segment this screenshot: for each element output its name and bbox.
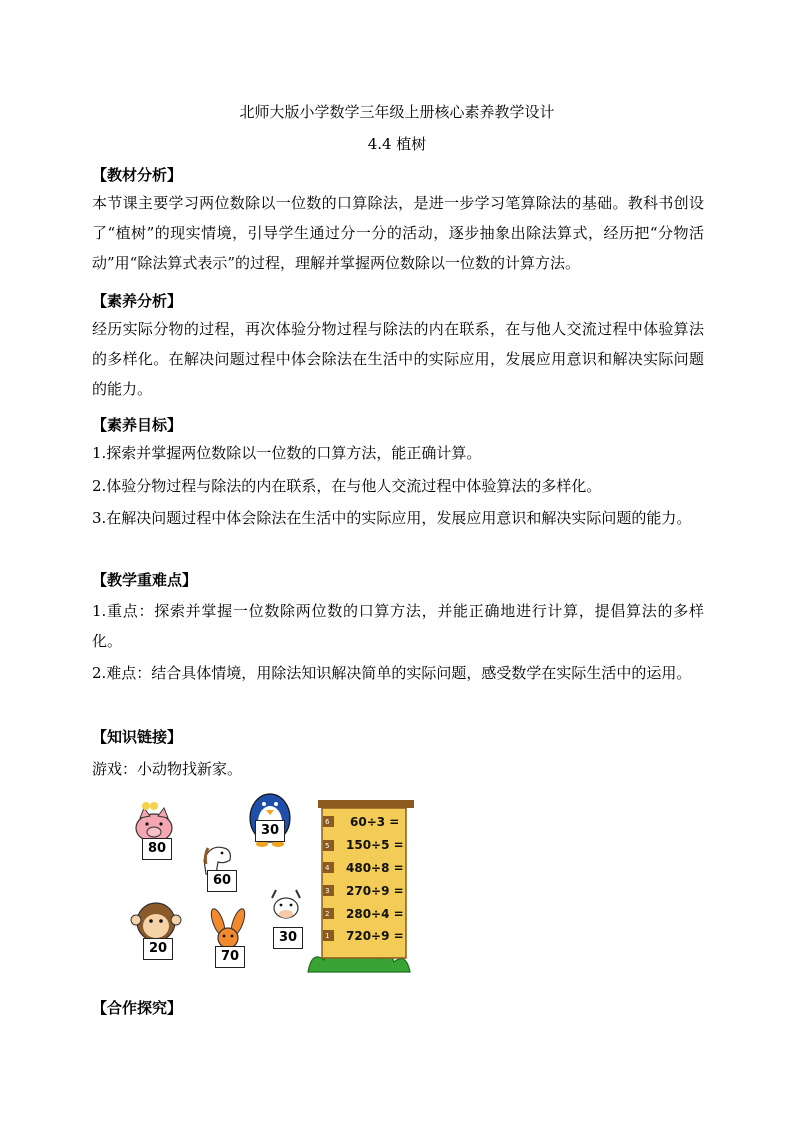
- pig-number-card: 80: [142, 838, 172, 860]
- paragraph-textbook-analysis: 本节课主要学习两位数除以一位数的口算除法，是进一步学习笔算除法的基础。教科书创设了“植树”的现实情境，引导学生通过分一分的活动，逐步抽象出除法算式，经历把“分物活动”用“除法算式表示”的过程，理解并掌握两位数除以一位数的计算方法。: [92, 194, 704, 272]
- cow-number-card: 30: [273, 927, 303, 949]
- horse-number-card: 60: [207, 870, 237, 892]
- penguin-number-card: 30: [255, 820, 285, 842]
- keypoint-item-1: 1.重点：探索并掌握一位数除两位数的口算方法，并能正确地进行计算，提倡算法的多样化。: [92, 602, 704, 650]
- document-title: 北师大版小学数学三年级上册核心素养教学设计: [239, 103, 555, 121]
- floor-equation-4: 480÷8 =: [346, 861, 404, 875]
- paragraph-literacy-analysis: 经历实际分物的过程，再次体验分物过程与除法的内在联系，在与他人交流过程中体验算法的多样化。在解决问题过程中体会除法在生活中的实际应用，发展应用意识和解决实际问题的能力。: [92, 320, 704, 398]
- heading-literacy-analysis: 【素养分析】: [92, 292, 183, 310]
- floor-number-6: 6: [325, 818, 330, 826]
- heading-knowledge-link: 【知识链接】: [92, 728, 183, 746]
- floor-number-1: 1: [325, 932, 330, 940]
- floor-equation-2: 280÷4 =: [346, 907, 404, 921]
- monkey-animal: [131, 903, 181, 941]
- floor-equation-6: 60÷3 =: [350, 815, 400, 829]
- heading-literacy-goals: 【素养目标】: [92, 416, 183, 434]
- floor-number-4: 4: [325, 864, 330, 872]
- monkey-number-card: 20: [143, 938, 173, 960]
- goal-item-3: 3.在解决问题过程中体会除法在生活中的实际应用，发展应用意识和解决实际问题的能力。: [92, 509, 692, 527]
- heading-key-points: 【教学重难点】: [92, 571, 198, 589]
- pig-animal: [136, 802, 172, 842]
- floor-equation-1: 720÷9 =: [346, 929, 404, 943]
- goal-item-2: 2.体验分物过程与除法的内在联系，在与他人交流过程中体验算法的多样化。: [92, 477, 602, 495]
- rabbit-animal: [209, 907, 248, 948]
- floor-equation-3: 270÷9 =: [346, 884, 404, 898]
- building-roof: [318, 800, 414, 808]
- heading-textbook-analysis: 【教材分析】: [92, 166, 183, 184]
- floor-number-2: 2: [325, 910, 330, 918]
- animal-home-illustration: [120, 790, 450, 985]
- floor-equation-5: 150÷5 =: [346, 838, 404, 852]
- floor-number-5: 5: [325, 842, 330, 850]
- rabbit-number-card: 70: [215, 946, 245, 968]
- paragraph-knowledge-link: 游戏：小动物找新家。: [92, 760, 243, 778]
- cow-animal: [272, 890, 300, 918]
- heading-cooperative-exploration: 【合作探究】: [92, 999, 183, 1017]
- lesson-title: 4.4 植树: [367, 135, 427, 153]
- floor-number-3: 3: [325, 887, 330, 895]
- keypoint-item-2: 2.难点：结合具体情境，用除法知识解决简单的实际问题，感受数学在实际生活中的运用。: [92, 664, 692, 682]
- goal-item-1: 1.探索并掌握两位数除以一位数的口算方法，能正确计算。: [92, 444, 482, 462]
